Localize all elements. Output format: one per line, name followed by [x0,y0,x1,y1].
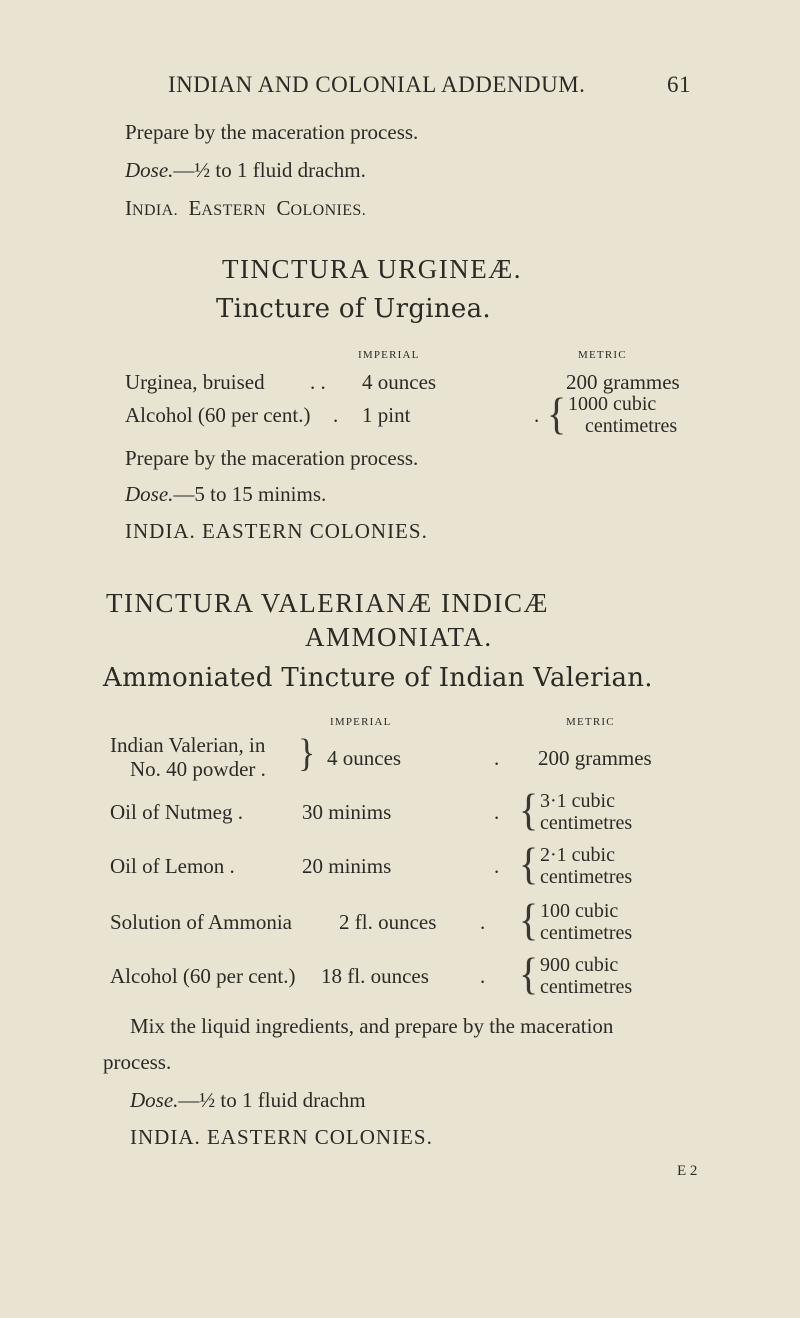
urginea-row2-brace: { [547,388,567,439]
urginea-row2-dots: . [333,403,339,427]
valerian-row1-brace: } [298,730,316,775]
valerian-row5-imperial: 18 fl. ounces [321,964,429,988]
valerian-row4-dot: . [480,910,486,934]
valerian-row1-metric: 200 grammes [538,746,652,770]
valerian-english-title: Ammoniated Tincture of Indian Valerian. [103,663,653,693]
dose-text: —½ to 1 fluid drachm. [173,158,366,182]
valerian-dose-line: Dose.—½ to 1 fluid drachm [130,1088,366,1112]
valerian-row3-dot: . [494,854,500,878]
urginea-col-imperial: IMPERIAL [358,349,420,361]
valerian-row3-metric-l2: centimetres [540,866,633,888]
valerian-row4-metric-l2: centimetres [540,922,633,944]
valerian-row1-name-l1: Indian Valerian, in [110,733,266,757]
header-title: INDIAN AND COLONIAL ADDENDUM. [168,72,586,97]
valerian-row3-brace: { [519,838,539,889]
urginea-prep: Prepare by the maceration process. [125,446,419,470]
valerian-row2-imperial: 30 minims [302,800,392,824]
urginea-region: INDIA. EASTERN COLONIES. [125,519,428,543]
valerian-mix-l1: Mix the liquid ingredients, and prepare by the maceration [130,1014,614,1038]
urginea-row1-name: Urginea, bruised [125,370,265,394]
valerian-row5-brace: { [519,948,539,999]
urginea-row2-metric-l2: centimetres [585,415,678,437]
valerian-row5-dot: . [480,964,486,988]
valerian-row1-name-l2: No. 40 powder . [130,757,266,781]
prep-line-top: Prepare by the maceration process. [125,120,419,144]
urginea-row1-metric: 200 grammes [566,370,680,394]
signature-mark: E 2 [677,1163,698,1179]
urginea-english-title: Tincture of Urginea. [216,294,491,324]
urginea-row1-dots: . . [310,370,326,394]
dose-line-top [125,158,366,183]
valerian-row3-metric-l1: 2·1 cubic [540,844,615,866]
urginea-latin-title: TINCTURA URGINEÆ. [222,254,522,284]
urginea-row2-dots2: . [534,403,540,427]
valerian-row5-name: Alcohol (60 per cent.) [110,964,296,988]
urginea-row1-imperial: 4 ounces [362,370,437,394]
valerian-row2-metric-l1: 3·1 cubic [540,790,615,812]
valerian-row4-metric-l1: 100 cubic [540,900,619,922]
urginea-row2-name: Alcohol (60 per cent.) [125,403,311,427]
valerian-row2-name: Oil of Nutmeg . [110,800,243,824]
urginea-dose-line: Dose.—5 to 15 minims. [125,482,327,506]
urginea-col-metric: METRIC [578,349,627,361]
valerian-row1-dot: . [494,746,500,770]
valerian-row2-brace: { [519,784,539,835]
valerian-region: INDIA. EASTERN COLONIES. [130,1125,433,1149]
urginea-row2-imperial: 1 pint [362,403,411,427]
valerian-col-imperial: IMPERIAL [330,716,392,728]
page-number: 61 [667,72,691,97]
valerian-row3-name: Oil of Lemon . [110,854,235,878]
valerian-row3-imperial: 20 minims [302,854,392,878]
valerian-row1-imperial: 4 ounces [327,746,402,770]
valerian-row2-metric-l2: centimetres [540,812,633,834]
dose-label: Dose. [125,158,174,182]
valerian-row5-metric-l2: centimetres [540,976,633,998]
valerian-row5-metric-l1: 900 cubic [540,954,619,976]
valerian-row2-dot: . [494,800,500,824]
valerian-row4-imperial: 2 fl. ounces [339,910,437,934]
valerian-row4-name: Solution of Ammonia [110,910,293,934]
valerian-col-metric: METRIC [566,716,615,728]
valerian-row4-brace: { [519,894,539,945]
valerian-latin-title-l2: AMMONIATA. [305,622,493,652]
urginea-row2-metric-l1: 1000 cubic [568,393,657,415]
region-line-top: INDIA. EASTERN COLONIES. [125,196,367,220]
valerian-mix-l2: process. [103,1050,172,1074]
valerian-latin-title-l1: TINCTURA VALERIANÆ INDICÆ [106,588,550,618]
